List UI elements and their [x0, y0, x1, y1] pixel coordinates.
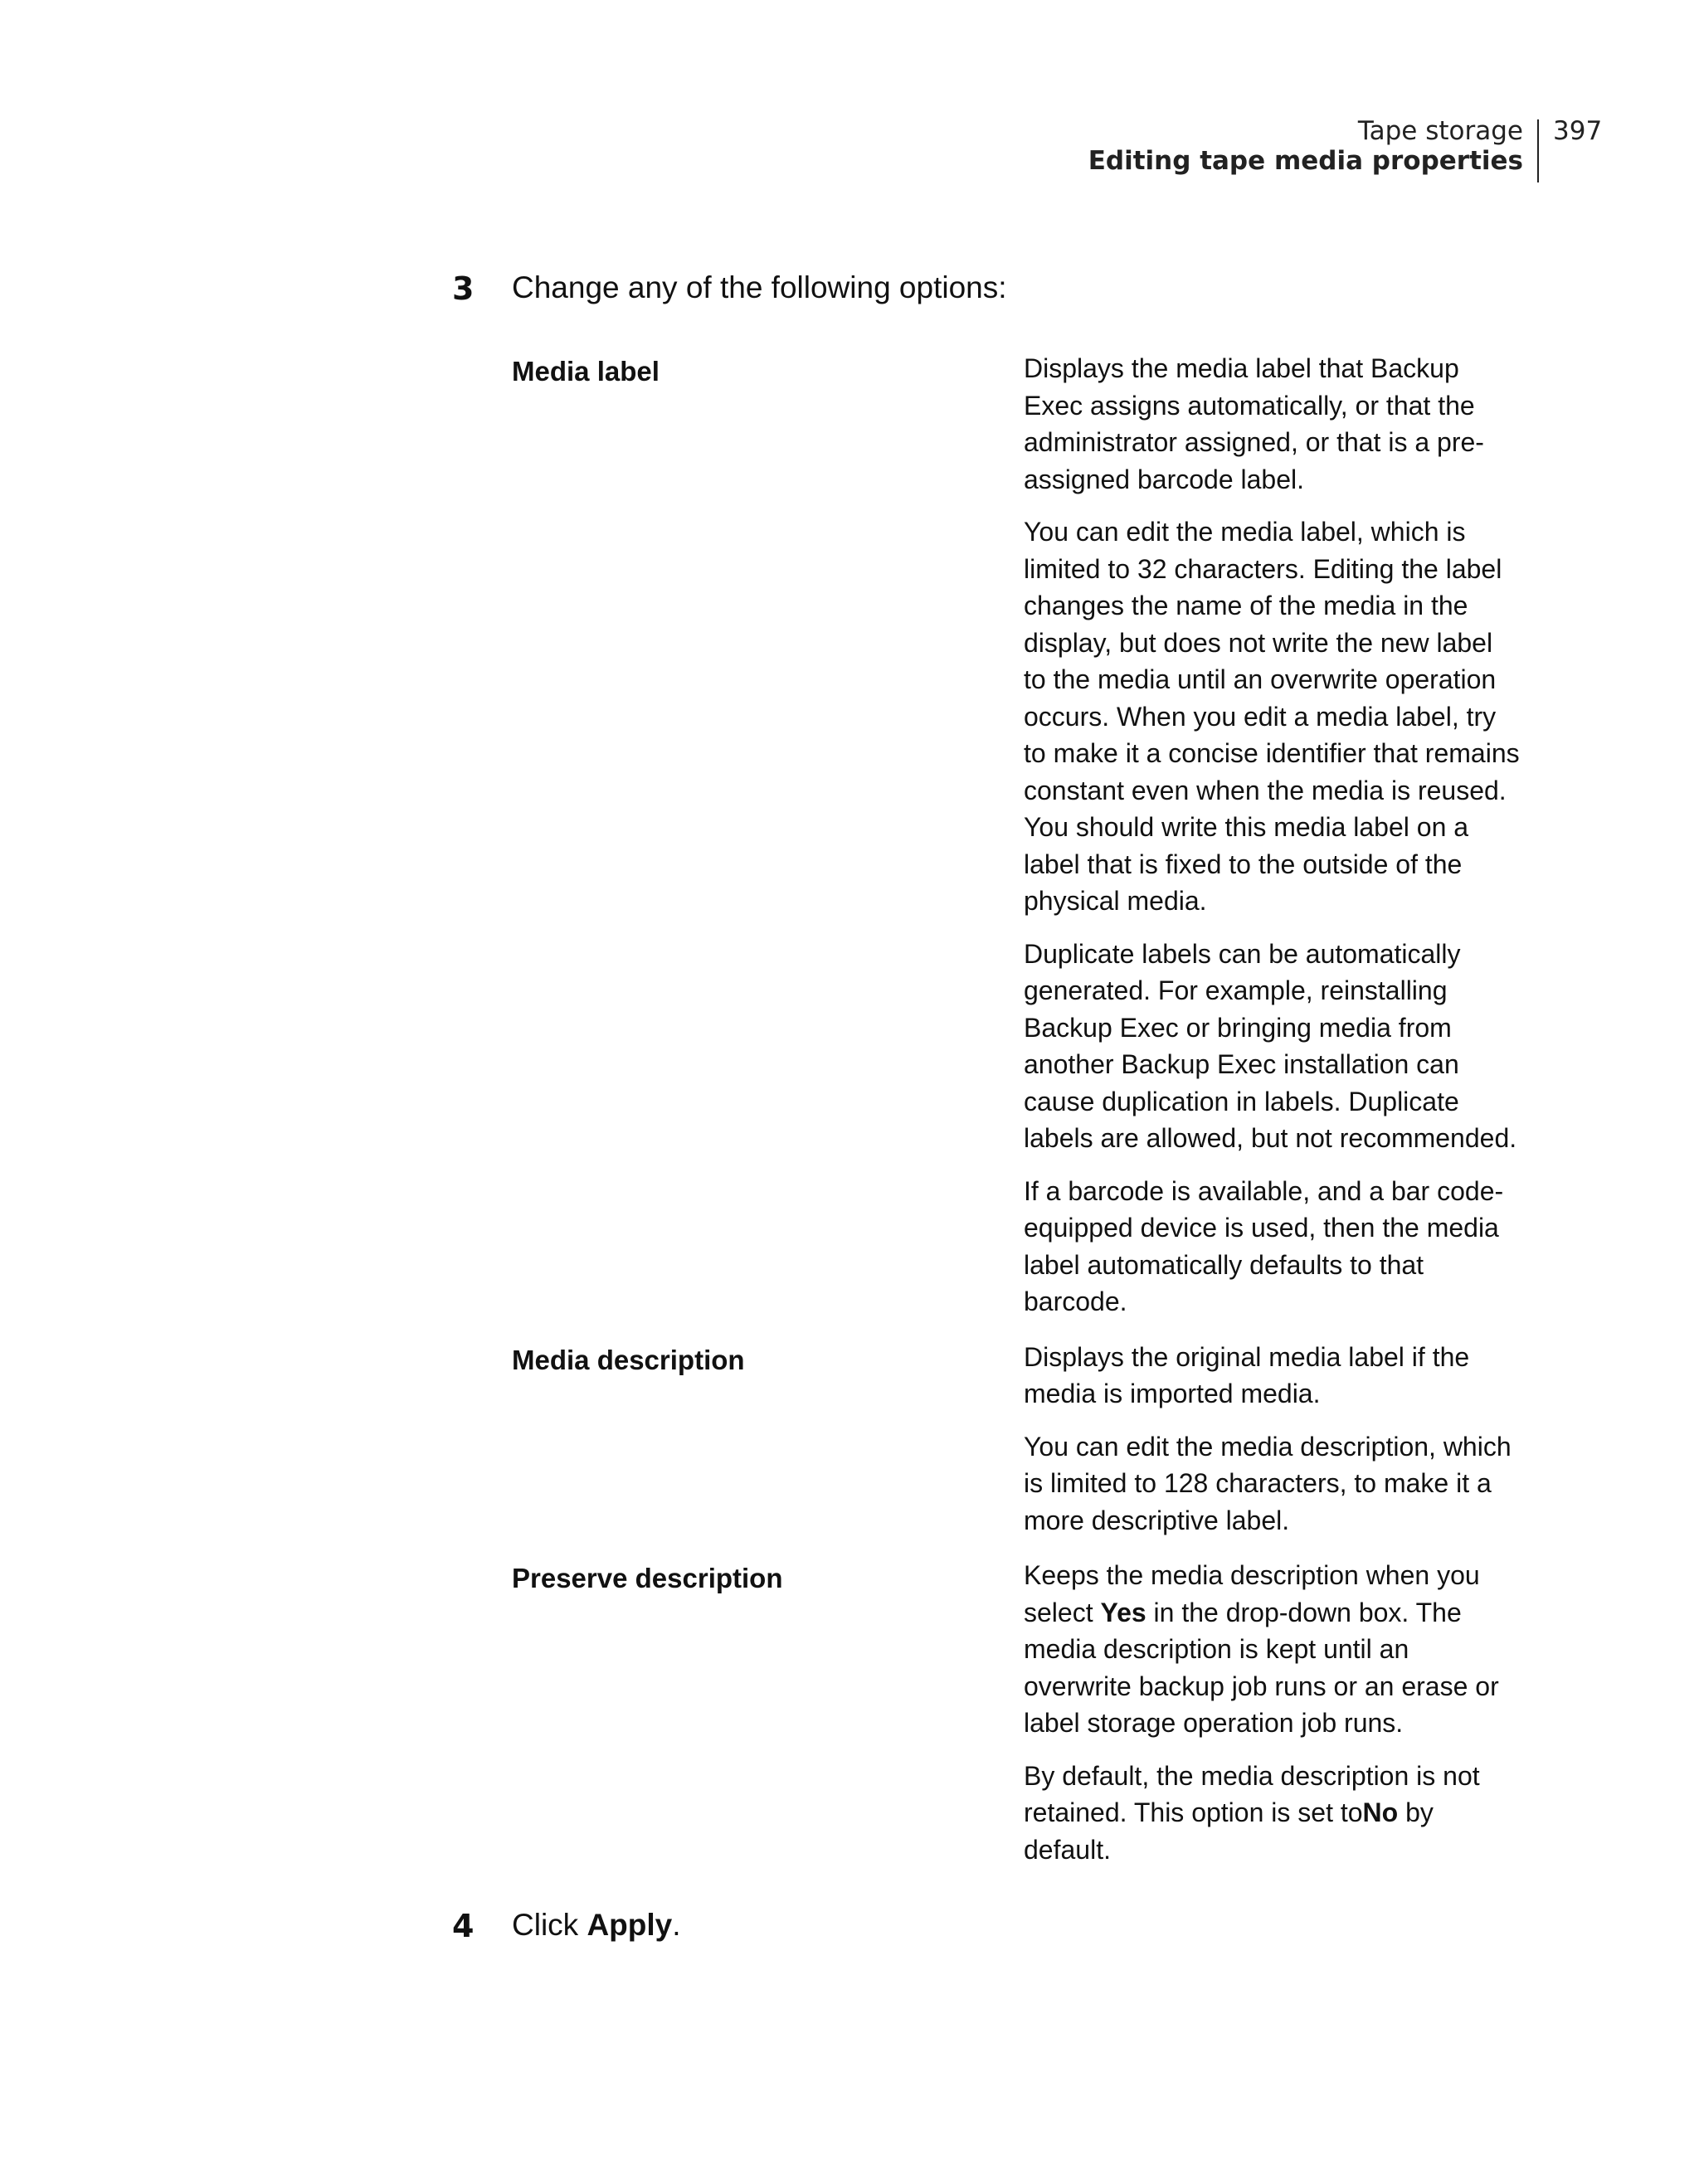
option-row-preserve-description — [512, 1557, 1520, 1868]
description-paragraph: If a barcode is available, and a bar code-equipped device is used, then the media label automatically defaults to that barcode. — [1024, 1175, 1504, 1316]
options-table — [512, 350, 1520, 1886]
description-paragraph: Displays the original media label if the media is imported media. — [1024, 1341, 1470, 1408]
yes-value: Yes — [1100, 1597, 1146, 1627]
step-text: Change any of the following options: — [512, 270, 1007, 304]
option-row-media-description — [512, 1339, 1520, 1540]
description-paragraph — [1024, 1557, 1520, 1742]
header-divider — [1537, 119, 1539, 182]
option-name: Media description — [512, 1344, 745, 1375]
description-paragraph: Duplicate labels can be automatically generated. For example, reinstalling Backup Exec or bringing media from another Backup Exec installation can cause duplication in labels. Duplicate labels are allowed, but not recommended. — [1024, 938, 1517, 1153]
description-paragraph — [1024, 1758, 1520, 1869]
option-description — [1024, 1339, 1520, 1540]
text-run: in the drop-down box. The media description is kept until an overwrite backup job runs or an erase or label storage operation job runs. — [1024, 1597, 1499, 1738]
page-number: 397 — [1553, 116, 1603, 146]
option-row-media-label — [512, 350, 1520, 1321]
description-paragraph: Displays the media label that Backup Exec assigns automatically, or that the administrator assigned, or that is a pre-assigned barcode label. — [1024, 353, 1484, 494]
option-name: Preserve description — [512, 1563, 783, 1593]
text-run: . — [672, 1908, 681, 1942]
option-description — [1024, 350, 1520, 1321]
text-run: Keeps the media description when you select — [1024, 1560, 1480, 1627]
text-run: By default, the media description is not retained. This option is set to — [1024, 1760, 1480, 1827]
text-run: Click — [512, 1908, 587, 1942]
header-topic-title: Editing tape media properties — [1088, 146, 1523, 176]
apply-button-name: Apply — [587, 1908, 673, 1942]
description-paragraph: You can edit the media label, which is limited to 32 characters. Editing the label changes the name of the media in the display, but does not write the new label to the media until an overwrite operation occurs. When you edit a media label, try to make it a concise identifier that remains constant even when the media is reused. You should write this media label on a label that is fixed to the outside of the physical media. — [1024, 517, 1520, 916]
option-name: Media label — [512, 356, 660, 387]
step-text — [512, 1908, 681, 1943]
step-number: 4 — [452, 1908, 475, 1944]
step-number: 3 — [452, 270, 475, 307]
description-paragraph: You can edit the media description, which is limited to 128 characters, to make it a more descriptive label. — [1024, 1431, 1512, 1535]
no-value: No — [1362, 1797, 1399, 1827]
text-run: by default. — [1024, 1797, 1434, 1865]
option-description — [1024, 1557, 1520, 1868]
header-section-title: Tape storage — [1357, 116, 1523, 146]
running-header — [0, 113, 1699, 186]
